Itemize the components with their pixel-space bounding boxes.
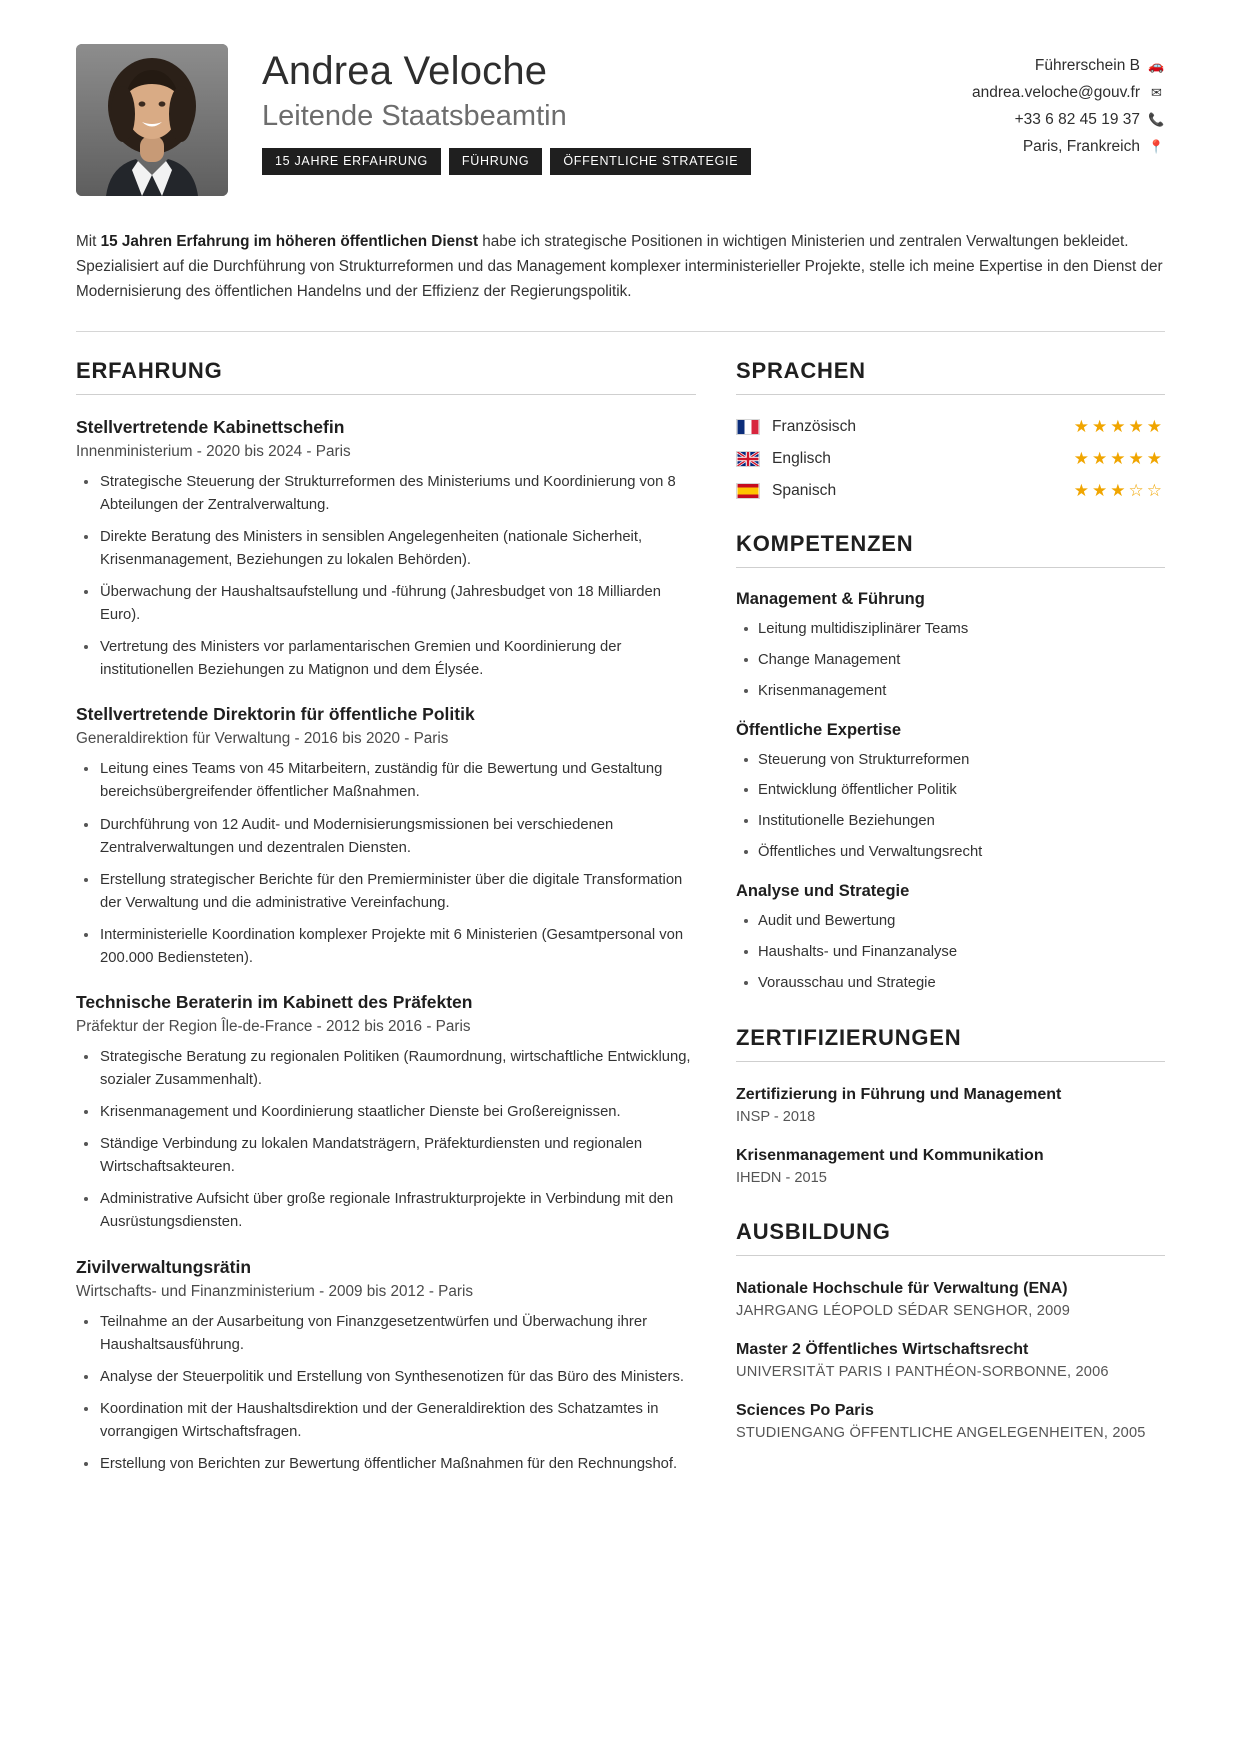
profile-summary: [76, 230, 1165, 305]
location-pin-icon: 📍: [1148, 139, 1165, 155]
experience-bullets: [76, 1311, 696, 1476]
section-title-education: AUSBILDUNG: [736, 1218, 891, 1244]
education-name: Master 2 Öffentliches Wirtschaftsrecht: [736, 1340, 1029, 1358]
contact-phone-text: +33 6 82 45 19 37: [1014, 111, 1140, 129]
section-title-experience: ERFAHRUNG: [76, 357, 223, 383]
flag-france-icon: [736, 419, 760, 435]
skill-group-title: Öffentliche Expertise: [736, 720, 902, 739]
list-item: Strategische Steuerung der Strukturreformen des Ministeriums und Koordinierung von 8 Abteilungen der Zentralverwaltung.: [98, 471, 696, 517]
tag-badge: 15 JAHRE ERFAHRUNG: [262, 148, 441, 175]
flag-spain-icon: [736, 483, 760, 499]
education-entry: [736, 1278, 1165, 1322]
skill-group-title: Analyse und Strategie: [736, 882, 910, 901]
experience-meta: Wirtschafts- und Finanzministerium - 2009 bis 2012 - Paris: [76, 1282, 474, 1300]
list-item: Vorausschau und Strategie: [758, 972, 1165, 995]
contact-item-email[interactable]: [972, 79, 1165, 106]
certification-name: Krisenmanagement und Kommunikation: [736, 1146, 1044, 1164]
list-item: Erstellung von Berichten zur Bewertung öffentlicher Maßnahmen für den Rechnungshof.: [98, 1453, 696, 1476]
phone-icon: 📞: [1148, 112, 1165, 128]
summary-highlight: 15 Jahren Erfahrung im höheren öffentlichen Dienst: [100, 233, 479, 250]
skill-list: [736, 749, 1165, 865]
certification-meta: INSP - 2018: [736, 1109, 816, 1126]
envelope-icon: ✉: [1151, 85, 1162, 101]
list-item: Entwicklung öffentlicher Politik: [758, 779, 1165, 802]
experience-entry: [76, 417, 696, 683]
language-name: Englisch: [772, 449, 831, 467]
job-title: Leitende Staatsbeamtin: [262, 100, 567, 133]
full-name: Andrea Veloche: [262, 49, 548, 93]
section-title-certifications: ZERTIFIZIERUNGEN: [736, 1024, 962, 1050]
section-rule: [736, 567, 1165, 568]
section-rule: [736, 1255, 1165, 1256]
language-name: Französisch: [772, 417, 857, 435]
resume-header: [76, 44, 1165, 196]
certification-name: Zertifizierung in Führung und Management: [736, 1085, 1062, 1103]
education-entry: [736, 1339, 1165, 1383]
header-divider: [76, 331, 1165, 332]
section-rule: [736, 1061, 1165, 1062]
tag-badge: FÜHRUNG: [449, 148, 542, 175]
section-certifications: [736, 1025, 1165, 1189]
list-item: Interministerielle Koordination komplexer Projekte mit 6 Ministerien (Gesamtpersonal von 200.000 Bediensteten).: [98, 924, 696, 970]
list-item: Strategische Beratung zu regionalen Politiken (Raumordnung, wirtschaftliche Entwicklung, sozialer Zusammenhalt).: [98, 1046, 696, 1092]
education-entry: [736, 1400, 1165, 1444]
list-item: Haushalts- und Finanzanalyse: [758, 941, 1165, 964]
experience-meta: Generaldirektion für Verwaltung - 2016 bis 2020 - Paris: [76, 730, 449, 748]
flag-uk-icon: [736, 451, 760, 467]
education-name: Sciences Po Paris: [736, 1401, 874, 1419]
list-item: Krisenmanagement: [758, 680, 1165, 703]
contact-item-license: [972, 52, 1165, 79]
resume-body: [76, 358, 1165, 1498]
skill-list: [736, 618, 1165, 703]
skill-group: [736, 721, 1165, 865]
section-skills: [736, 531, 1165, 995]
list-item: Analyse der Steuerpolitik und Erstellung von Synthesenotizen für das Büro des Ministers.: [98, 1366, 696, 1389]
list-item: Audit und Bewertung: [758, 910, 1165, 933]
language-rating: ★★★★★: [1073, 416, 1165, 436]
contact-email-text: andrea.veloche@gouv.fr: [972, 84, 1140, 102]
skill-group: [736, 882, 1165, 995]
experience-role: Stellvertretende Direktorin für öffentliche Politik: [76, 704, 475, 725]
language-name: Spanisch: [772, 481, 837, 499]
experience-role: Zivilverwaltungsrätin: [76, 1256, 252, 1277]
contact-block: [972, 44, 1165, 161]
list-item: Öffentliches und Verwaltungsrecht: [758, 841, 1165, 864]
section-experience: [76, 358, 696, 1476]
experience-entry: [76, 1257, 696, 1476]
experience-bullets: [76, 471, 696, 683]
list-item: Teilnahme an der Ausarbeitung von Finanzgesetzentwürfen und Überwachung ihrer Haushaltsausführung.: [98, 1311, 696, 1357]
language-item: [736, 481, 1165, 501]
list-item: Change Management: [758, 649, 1165, 672]
education-meta: UNIVERSITÄT PARIS I PANTHÉON-SORBONNE, 2006: [736, 1364, 1109, 1381]
contact-license-text: Führerschein B: [1034, 57, 1140, 74]
list-item: Administrative Aufsicht über große regionale Infrastrukturprojekte in Verbindung mit den Ausrüstungsdiensten.: [98, 1188, 696, 1234]
section-title-languages: SPRACHEN: [736, 357, 866, 383]
section-title-skills: KOMPETENZEN: [736, 530, 914, 556]
education-name: Nationale Hochschule für Verwaltung (ENA): [736, 1279, 1068, 1297]
car-icon: 🚗: [1148, 58, 1165, 74]
list-item: Ständige Verbindung zu lokalen Mandatsträgern, Präfekturdiensten und regionalen Wirtschaftsakteuren.: [98, 1133, 696, 1179]
avatar: [76, 44, 228, 196]
summary-pre: Mit: [76, 233, 101, 250]
list-item: Durchführung von 12 Audit- und Modernisierungsmissionen bei verschiedenen Zentralverwaltungen und dezentralen Diensten.: [98, 814, 696, 860]
list-item: Erstellung strategischer Berichte für den Premierminister über die digitale Transformation der Verwaltung und die administrative Vereinfachung.: [98, 869, 696, 915]
skill-group: [736, 590, 1165, 703]
tag-list: [262, 148, 938, 175]
experience-entry: [76, 704, 696, 970]
list-item: Direkte Beratung des Ministers in sensiblen Angelegenheiten (nationale Sicherheit, Krisenmanagement, Beziehungen zu lokalen Behörden).: [98, 526, 696, 572]
skill-group-title: Management & Führung: [736, 589, 925, 608]
section-rule: [736, 394, 1165, 395]
experience-role: Technische Beraterin im Kabinett des Präfekten: [76, 992, 473, 1013]
contact-item-location: [972, 133, 1165, 160]
header-main: [262, 44, 938, 175]
education-meta: STUDIENGANG ÖFFENTLICHE ANGELEGENHEITEN, 2005: [736, 1425, 1146, 1442]
language-item: [736, 449, 1165, 469]
section-languages: [736, 358, 1165, 501]
right-column: [736, 358, 1165, 1461]
skill-list: [736, 910, 1165, 995]
list-item: Steuerung von Strukturreformen: [758, 749, 1165, 772]
education-meta: JAHRGANG LÉOPOLD SÉDAR SENGHOR, 2009: [736, 1303, 1071, 1320]
certification-entry: [736, 1084, 1165, 1128]
contact-location-text: Paris, Frankreich: [1022, 138, 1140, 156]
experience-bullets: [76, 1046, 696, 1235]
experience-role: Stellvertretende Kabinettschefin: [76, 416, 345, 437]
language-rating: ★★★★★: [1073, 448, 1165, 468]
language-rating: ★★★☆☆: [1073, 480, 1165, 500]
left-column: [76, 358, 696, 1498]
certification-meta: IHEDN - 2015: [736, 1170, 827, 1187]
list-item: Koordination mit der Haushaltsdirektion und der Generaldirektion des Schatzamtes in vorrangigen Wirtschaftsfragen.: [98, 1398, 696, 1444]
list-item: Leitung eines Teams von 45 Mitarbeitern, zuständig für die Bewertung und Gestaltung bereichsübergreifender öffentlicher Maßnahmen.: [98, 758, 696, 804]
experience-meta: Innenministerium - 2020 bis 2024 - Paris: [76, 442, 351, 460]
section-rule: [76, 394, 696, 395]
list-item: Vertretung des Ministers vor parlamentarischen Gremien und Koordinierung der institutionellen Beziehungen zu Matignon und dem Élysée.: [98, 636, 696, 682]
experience-bullets: [76, 758, 696, 970]
certification-entry: [736, 1145, 1165, 1189]
tag-badge: ÖFFENTLICHE STRATEGIE: [550, 148, 751, 175]
experience-entry: [76, 992, 696, 1235]
experience-meta: Präfektur der Region Île-de-France - 2012 bis 2016 - Paris: [76, 1018, 471, 1036]
list-item: Krisenmanagement und Koordinierung staatlicher Dienste bei Großereignissen.: [98, 1101, 696, 1124]
list-item: Überwachung der Haushaltsaufstellung und -führung (Jahresbudget von 18 Milliarden Euro).: [98, 581, 696, 627]
summary-post: habe ich strategische Positionen in wichtigen Ministerien und zentralen Verwaltungen bekleidet. Spezialisiert auf die Durchführung von Strukturreformen und das Management komplexer interministerieller Projekte, stelle ich meine Expertise in den Dienst der Modernisierung des öffentlichen Handelns und der Effizienz der Regierungspolitik.: [76, 233, 1163, 300]
list-item: Institutionelle Beziehungen: [758, 810, 1165, 833]
list-item: Leitung multidisziplinärer Teams: [758, 618, 1165, 641]
contact-item-phone[interactable]: [972, 106, 1165, 133]
language-item: [736, 417, 1165, 437]
section-education: [736, 1219, 1165, 1444]
